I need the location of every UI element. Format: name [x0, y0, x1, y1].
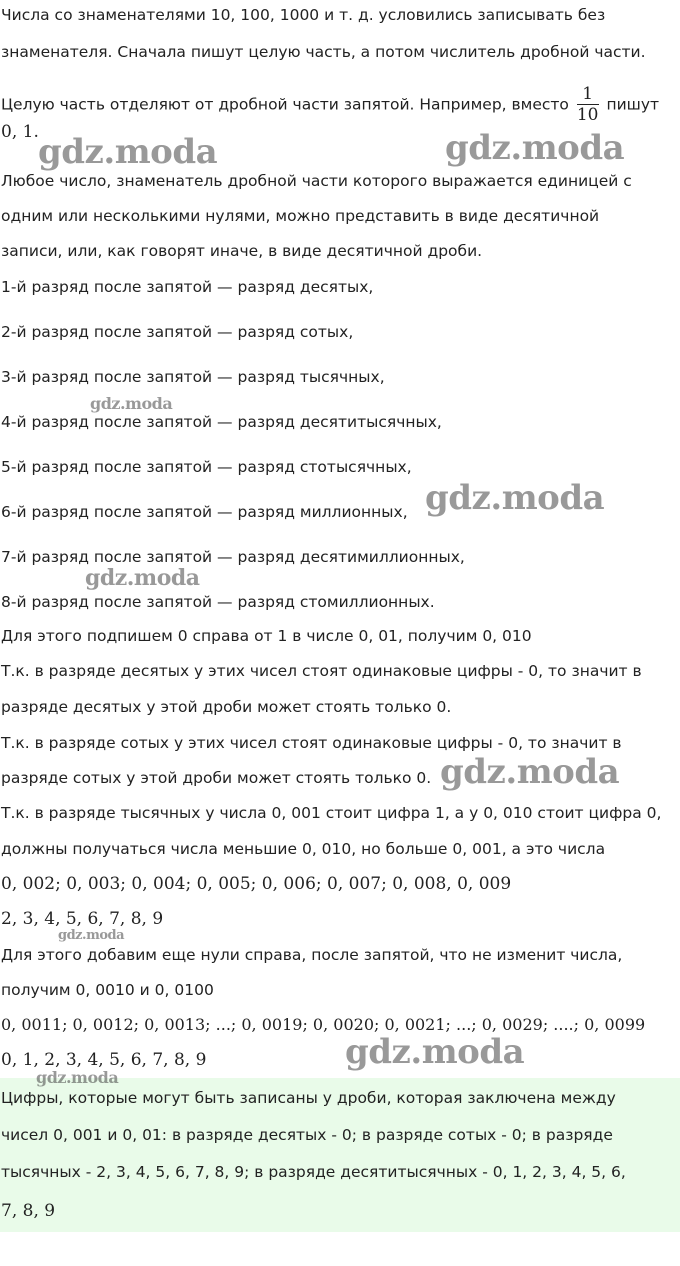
- watermark-logo: gdz.moda: [345, 1032, 525, 1072]
- solution-line-13: 0, 1, 2, 3, 4, 5, 6, 7, 8, 9: [1, 1050, 207, 1070]
- rank-line-6: 6-й разряд после запятой — разряд миллионных,: [1, 503, 408, 521]
- fraction-denominator: 10: [576, 105, 599, 125]
- solution-line-8: 0, 002; 0, 003; 0, 004; 0, 005; 0, 006; 0, 007; 0, 008, 0, 009: [1, 874, 512, 894]
- solution-line-12: 0, 0011; 0, 0012; 0, 0013; ...; 0, 0019; 0, 0020; 0, 0021; ...; 0, 0029; ....; 0, 0099: [1, 1015, 646, 1034]
- watermark-logo: gdz.moda: [445, 128, 625, 168]
- rank-line-3: 3-й разряд после запятой — разряд тысячных,: [1, 368, 385, 386]
- watermark-logo: gdz.moda: [58, 928, 125, 943]
- watermark-logo: gdz.moda: [440, 752, 620, 792]
- watermark-logo: gdz.moda: [90, 394, 173, 413]
- watermark-logo: gdz.moda: [38, 132, 218, 172]
- fraction-one-tenth: [577, 86, 599, 124]
- intro-line-3-end: пишут: [606, 95, 660, 114]
- intro-line-3-start: Целую часть отделяют от дробной части запятой. Например, вместо: [1, 95, 569, 114]
- answer-line-4: 7, 8, 9: [1, 1201, 56, 1221]
- rank-line-7: 7-й разряд после запятой — разряд десятимиллионных,: [1, 548, 465, 566]
- solution-line-4: Т.к. в разряде сотых у этих чисел стоят одинаковые цифры - 0, то значит в: [1, 734, 622, 752]
- solution-line-1: Для этого подпишем 0 справа от 1 в числе 0, 01, получим 0, 010: [1, 627, 532, 645]
- solution-line-2: Т.к. в разряде десятых у этих чисел стоят одинаковые цифры - 0, то значит в: [1, 662, 642, 680]
- solution-line-11: получим 0, 0010 и 0, 0100: [1, 981, 214, 999]
- answer-line-2: чисел 0, 001 и 0, 01: в разряде десятых - 0; в разряде сотых - 0; в разряде: [1, 1126, 613, 1144]
- intro-line-1: Числа со знаменателями 10, 100, 1000 и т. д. условились записывать без: [1, 6, 606, 24]
- fraction-numerator: 1: [577, 86, 599, 105]
- answer-line-1: Цифры, которые могут быть записаны у дроби, которая заключена между: [1, 1089, 616, 1107]
- solution-line-9: 2, 3, 4, 5, 6, 7, 8, 9: [1, 909, 164, 929]
- rank-line-4: 4-й разряд после запятой — разряд десятитысячных,: [1, 413, 442, 431]
- intro-line-3: [1, 86, 659, 124]
- rank-line-8: 8-й разряд после запятой — разряд стомиллионных.: [1, 593, 435, 611]
- rank-line-2: 2-й разряд после запятой — разряд сотых,: [1, 323, 354, 341]
- rank-line-1: 1-й разряд после запятой — разряд десятых,: [1, 278, 374, 296]
- watermark-logo: gdz.moda: [425, 478, 605, 518]
- solution-line-10: Для этого добавим еще нули справа, после запятой, что не изменит числа,: [1, 946, 623, 964]
- solution-line-7: должны получаться числа меньшие 0, 010, но больше 0, 001, а это числа: [1, 840, 606, 858]
- solution-line-6: Т.к. в разряде тысячных у числа 0, 001 стоит цифра 1, а у 0, 010 стоит цифра 0,: [1, 804, 662, 822]
- watermark-logo: gdz.moda: [36, 1068, 119, 1087]
- solution-line-5: разряде сотых у этой дроби может стоять только 0.: [1, 769, 432, 787]
- solution-line-3: разряде десятых у этой дроби может стоять только 0.: [1, 698, 452, 716]
- intro-line-4: 0, 1.: [1, 122, 39, 142]
- intro-line-5: Любое число, знаменатель дробной части которого выражается единицей с: [1, 172, 632, 190]
- intro-line-7: записи, или, как говорят иначе, в виде десятичной дроби.: [1, 242, 483, 260]
- watermark-logo: gdz.moda: [85, 565, 200, 591]
- intro-line-2: знаменателя. Сначала пишут целую часть, а потом числитель дробной части.: [1, 43, 646, 61]
- rank-line-5: 5-й разряд после запятой — разряд стотысячных,: [1, 458, 412, 476]
- answer-line-3: тысячных - 2, 3, 4, 5, 6, 7, 8, 9; в разряде десятитысячных - 0, 1, 2, 3, 4, 5, 6,: [1, 1163, 626, 1181]
- intro-line-6: одним или несколькими нулями, можно представить в виде десятичной: [1, 207, 600, 225]
